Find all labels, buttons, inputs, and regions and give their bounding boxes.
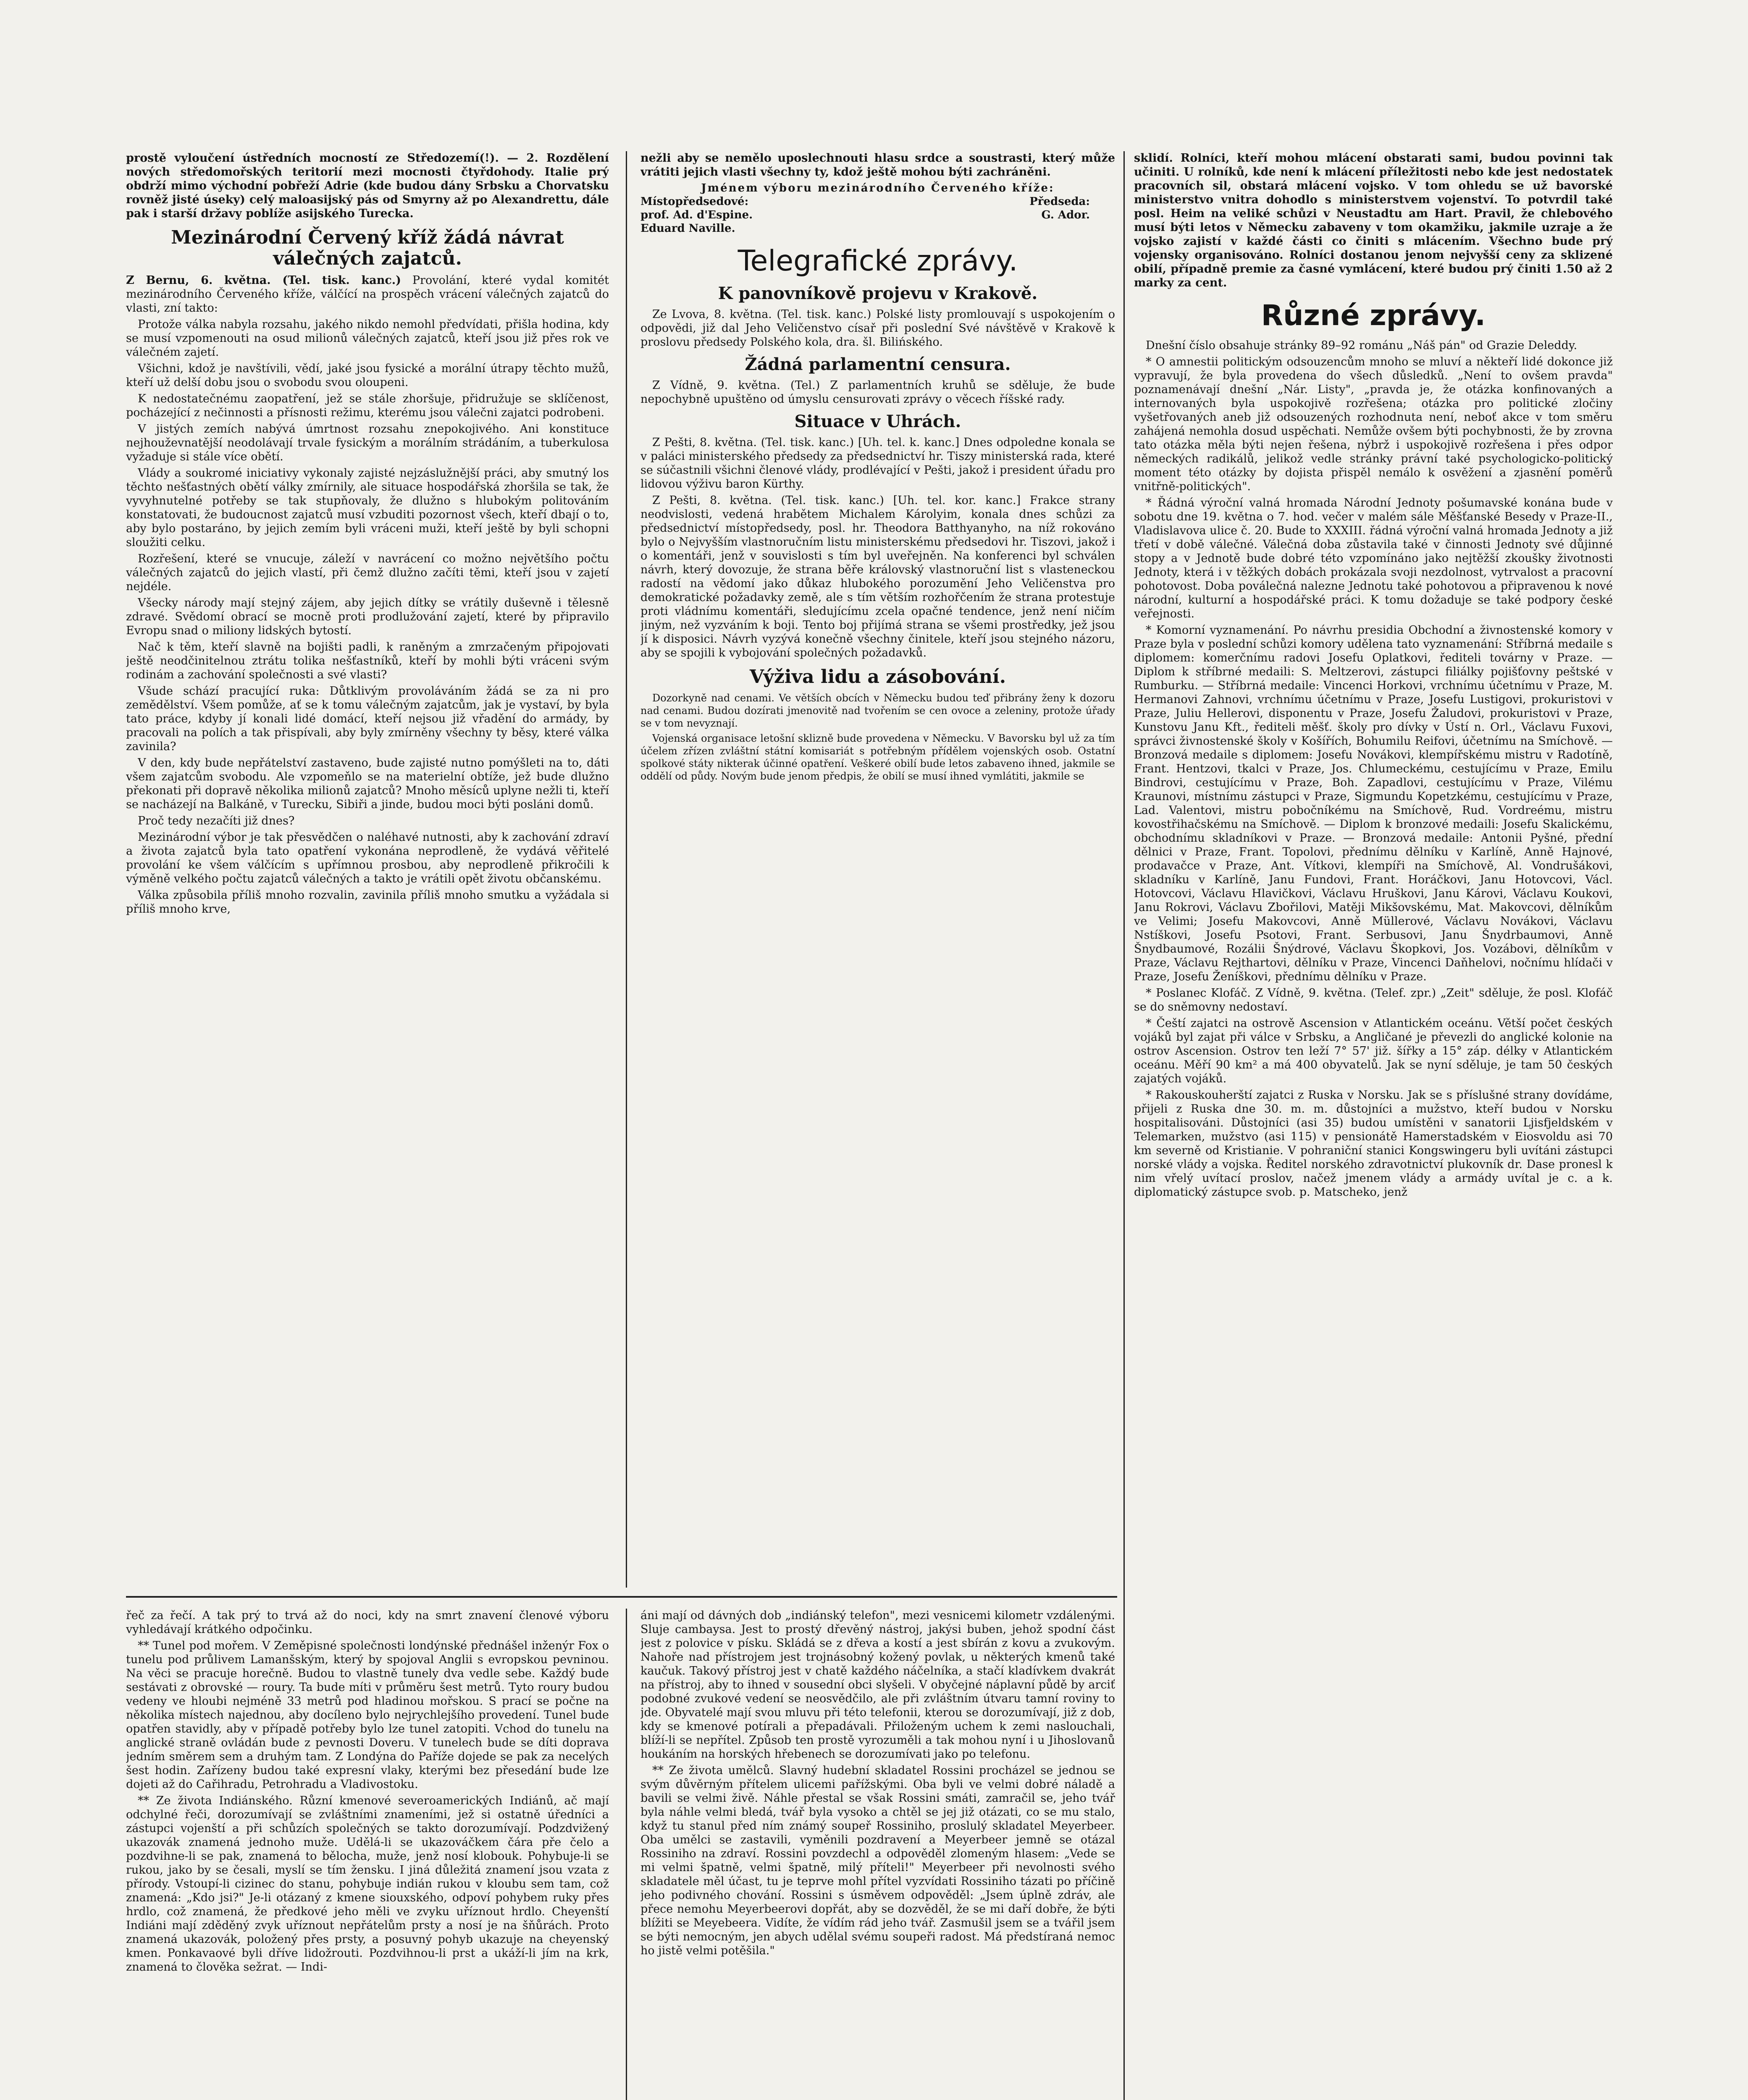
- paragraph: * Rakouskouherští zajatci z Ruska v Norsku. Jak se s příslušné strany dovídáme, přijeli z Ruska dne 30. m. m. důstojníci a mužstvo, kteří budou v Norsku hospitalisováni. Důstojníci (asi 35) budou umístěni v sanatorii Ljisfjeldském v Telemarken, mužstvo (asi 115) v pensionátě Hamerstadském v Eiosvoldu asi 70 km severně od Kristianie. V pohraniční stanici Kongswingeru byli uvítáni zástupci norské vlády a vojska. Ředitel norského zdravotnictví plukovník dr. Dase pronesl k nim vřelý uvítací proslov, načež jmenem vlády a armády uvítal je c. a k. diplomatický zástupce svob. p. Matscheko, jenž: [1134, 1089, 1613, 1199]
- newspaper-page: [126, 151, 1613, 2100]
- paragraph: Ze Lvova, 8. května. (Tel. tisk. kanc.) Polské listy promlouvají s uspokojením o odpovědi, již dal Jeho Veličenstvo císař při poslední Své návštěvě v Krakově k proslovu předsedy Polského kola, dra. šl. Bilińského.: [640, 308, 1115, 349]
- paragraph: Dozorkyně nad cenami. Ve větších obcích v Německu budou teď přibrány ženy k dozoru nad cenami. Budou dozírati jmenovitě nad tvořením se cen ovoce a zeleniny, protože úřady se v tom nevyznají.: [640, 692, 1115, 729]
- paragraph: Z Pešti, 8. května. (Tel. tisk. kanc.) [Uh. tel. kor. kanc.] Frakce strany neodvislosti, vedená hrabětem Michalem Károlyim, konala dnes schůzi za předsednictví místopředsedy, posl. hr. Theodora Batthyanyho, na níž rokováno bylo o Nejvyšším vlastnoručním listu ministerskému předsedovi hr. Tiszovi, jakož i o komentáři, jenž v souvislosti s tím byl uveřejněn. Na konferenci byl schválen návrh, který dovozuje, že strana běře královský vlastnoruční list s vlasteneckou radostí na vědomí jako důkaz hlubokého porozumění Jeho Veličenstva pro demokratické požadavky země, ale s tím větším rozhořčením že strana protestuje proti vládnímu komentáři, sledujícímu zcela opačné tendence, jenž není ničím jiným, než vyzváním k boji. Tento boj přijímá strana se všemi prostředky, jež jsou jí k disposici. Návrh vyzývá konečně všechny činitele, kteří jsou stejného názoru, aby se spojili k vybojování společných požadavků.: [640, 494, 1115, 659]
- signature-line: prof. Ad. d'Espine.: [640, 209, 753, 221]
- paragraph: Všecky národy mají stejný zájem, aby jejich dítky se vrátily duševně i tělesně zdravé. Svědomí obrací se mocně proti prodlužování zajetí, které by připravilo Evropu snad o miliony lidských bytostí.: [126, 596, 609, 637]
- paragraph: Všude schází pracující ruka: Důtklivým provoláváním žádá se za ni pro zemědělství. Všem pomůže, ať se k tomu válečným zajatcům, jak je vystaví, by byla tato práce, kdyby jí konali lidé domácí, kteří nejsou již vřadění do armády, by pracovali na polích a tak přispívali, aby byly zmírněny všechny ty běsy, které válka zavinila?: [126, 685, 609, 753]
- lower-column-2: [640, 1609, 1115, 2100]
- paragraph: ** Tunel pod mořem. V Zeměpisné společnosti londýnské přednášel inženýr Fox o tunelu pod průlivem Lamanšským, který by spojoval Anglii s evropskou pevninou. Na věci se pracuje horečně. Budou to vlastně tunely dva vedle sebe. Každý bude sestávati z obrovské — roury. Ta bude míti v průměru šest metrů. Tyto roury budou vedeny ve hloubi nejméně 33 metrů pod hladinou mořskou. S prací se počne na několika místech najednou, aby docíleno bylo nejrychlejšího provedení. Tunel bude opatřen stavidly, aby v případě potřeby bylo lze tunel zatopiti. Vchod do tunelu na anglické straně ovládán bude z pevnosti Doveru. V tunelech bude se díti doprava jedním směrem sem a druhým tam. Z Londýna do Paříže dojede se pak za necelých šest hodin. Zařízeny budou také expresní vlaky, kterými bez přesedání bude lze dojeti až do Cařihradu, Petrohradu a Vladivostoku.: [126, 1639, 609, 1791]
- column-rule: [626, 151, 627, 1588]
- paragraph: * Čeští zajatci na ostrově Ascension v Atlantickém oceánu. Větší počet českých vojáků byl zajat při válce v Srbsku, a Angličané je převezli do anglické kolonie na ostrov Ascension. Ostrov ten leží 7° 57' již. šířky a 15° záp. délky v Atlantickém oceánu. Měří 90 km² a má 400 obyvatelů. Jak se nyní sděluje, je tam 50 českých zajatých vojáků.: [1134, 1017, 1613, 1085]
- section-title-telegrams: Telegrafické zprávy.: [738, 244, 1018, 278]
- signature-line: Místopředsedové:: [640, 195, 749, 208]
- signature-line: G. Ador.: [1041, 209, 1090, 221]
- section-divider: [126, 1596, 1117, 1598]
- paragraph: Proč tedy nezačíti již dnes?: [138, 814, 295, 827]
- paragraph: * Komorní vyznamenání. Po návrhu presidia Obchodní a živnostenské komory v Praze byla v poslední schůzi komory udělena tato vyznamenání: Stříbrná medaile s diplomem: komerčnímu radovi Josefu Oplatkovi, řediteli továrny v Praze. — Diplom k stříbrné medaili: S. Meltzerovi, zástupci filiálky pojišťovny peštské v Rumburku. — Stříbrná medaile: Vincenci Horkovi, vrchnímu účetnímu v Praze, M. Hermanovi Zahnovi, vrchnímu účetnímu v Praze, Josefu Lustigovi, prokuristovi v Praze, Juliu Hellerovi, disponentu v Praze, Josefu Žaludovi, prokuristovi v Praze, Kunstovu Janu Kft., řediteli měšť. školy pro dívky v Ústí n. Orl., Václavu Fuxovi, správci živnostenské školy v Košířích, Bohumilu Reifovi, účetnímu na Smíchově. — Bronzová medaile s diplomem: Josefu Novákovi, klempířskému mistru v Radotíně, Frant. Hentzovi, tkalci v Praze, Jos. Chlumeckému, cestujícímu v Praze, Emilu Bindrovi, cestujícímu v Praze, Boh. Zapadlovi, cestujícímu v Praze, Vilému Kraunovi, místnímu zástupci v Praze, Sigmundu Kopetzkému, cestujícímu v Praze, Lad. Valentovi, mistru pobočníkému na Smíchově, Rud. Vordreému, mistru kovostřihačskému na Smíchově. — Diplom k bronzové medaili: Josefu Skalickému, obchodnímu skladníkovi v Praze. — Bronzová medaile: Antonii Pyšné, přední dělnici v Praze, Frant. Topolovi, přednímu dělníku v Karlíně, Anně Hajnové, prodavačce v Praze, Ant. Vítkovi, klempíři na Smíchově, Al. Vondrušákovi, skladníku v Karlíně, Janu Fundovi, Frant. Horáčkovi, Janu Hotovcovi, Václ. Hotovcovi, Václavu Hlavičkovi, Václavu Hruškovi, Janu Károvi, Václavu Koukovi, Janu Rokrovi, Václavu Zbořilovi, Matěji Mikšovskému, Mat. Makovcovi, dělníkům ve Velimi; Josefu Makovcovi, Anně Müllerové, Václavu Novákovi, Václavu Nstíškovi, Josefu Psotovi, Frant. Serbusovi, Janu Šnydrbaumovi, Anně Šnydbaumové, Rozálii Šnýdrové, Václavu Škopkovi, Jos. Vozábovi, dělníkům v Praze, Václavu Rejthartovi, dělníku v Praze, Vincenci Daňhelovi, nočnímu hlídači v Praze, Josefu Ženíškovi, přednímu dělníku v Praze.: [1134, 624, 1613, 983]
- headline-hungary: Situace v Uhrách.: [794, 412, 961, 431]
- paragraph: Dnešní číslo obsahuje stránky 89–92 románu „Náš pán" od Grazie Deleddy.: [1146, 339, 1577, 352]
- paragraph: Válka způsobila příliš mnoho rozvalin, zavinila příliš mnoho smutku a vyžádala si příliš mnoho krve,: [126, 889, 609, 916]
- paragraph: V jistých zemích nabývá úmrtnost rozsahu znepokojivého. Ani konstituce nejhouževnatější neodolávají trvale fysickým a morálním strádáním, a tuberkulosa vyžaduje si stále více obětí.: [126, 423, 609, 463]
- paragraph: Rozřešení, které se vnucuje, záleží v navrácení co možno největšího počtu válečných zajatců do jejich vlastí, při čemž dlužno začíti těmi, kteří jsou v zajetí nejdéle.: [126, 552, 609, 593]
- article-continuation: sklidí. Rolníci, kteří mohou mlácení obstarati sami, budou povinni tak učiniti. U rolníků, kde není k mlácení příležitosti nebo kde jest nedostatek pracovních sil, obstará mlácení vojsko. V tom ohledu se už bavorské ministerstvo vnitra dohodlo s ministerstvem vojenství. To potvrdil také posl. Heim na veliké schůzi v Neustadtu am Hart. Pravil, že chlebového musí býti letos v Německu zabaveny v tom okamžiku, jakmile uzraje a že vojsko zajistí v každé části co činiti s mlácením. Všechno bude prý vojensky organisováno. Rolníci dostanou jenom nejvyšší ceny za sklizené obilí, případně premie za časné vymlácení, které budou prý činiti 1.50 až 2 marky za cent.: [1134, 152, 1613, 289]
- lower-column-1: [126, 1609, 609, 2100]
- headline-red-cross: Mezinárodní Červený kříž žádá návrat válečných zajatců.: [171, 227, 564, 269]
- headline-krakow: K panovníkově projevu v Krakově.: [718, 284, 1038, 303]
- paragraph: K nedostatečnému zaopatření, jež se stále zhoršuje, přidružuje se sklíčenost, pocházející z nečinnosti a přísnosti režimu, kterému jsou válečni zajatci podrobeni.: [126, 392, 609, 419]
- column-rule: [626, 1609, 627, 2100]
- signature-line: Eduard Naville.: [640, 222, 735, 235]
- paragraph: Protože válka nabyla rozsahu, jakého nikdo nemohl předvídati, přišla hodina, kdy se musí vzpomenouti na osud milionů válečných zajatců, kteří jsou již přes rok ve válečném zajetí.: [126, 318, 609, 359]
- signature-line: Předseda:: [1029, 195, 1090, 208]
- signature-heading: Jménem výboru mezinárodního Červeného kříže:: [701, 182, 1055, 194]
- paragraph: Všichni, kdož je navštívili, vědí, jaké jsou fysické a morální útrapy těchto mužů, kteří už delší dobu jsou o svobodu svou oloupeni.: [126, 362, 609, 389]
- paragraph: Mezinárodní výbor je tak přesvědčen o naléhavé nutnosti, aby k zachování zdraví a života zajatců byla tato opatření vykonána neprodleně, že vydává věřitelé provolání ke všem válčícím s upřímnou prosbou, aby neprodleně přikročili k výměně velkého počtu zajatců válečných a takto je vrátili opět životu občanskému.: [126, 831, 609, 885]
- paragraph: Vlády a soukromé iniciativy vykonaly zajisté nejzáslužnější práci, aby smutný los těchto nešťastných obětí války zmírnily, ale situace hospodářská zhoršila se tak, že vyvyhnutelné potřeby se tak stupňovaly, že dlužno s hlubokým politováním konstatovati, že budoucnost zajatců musí vzbuditi pozornost všech, kteří dbají o to, aby bylo postaráno, by jejich zemím byli vráceni muži, kteří ještě by byli schopni sloužiti celku.: [126, 467, 609, 549]
- paragraph: ** Ze života Indiánského. Různí kmenové severoamerických Indiánů, ač mají odchylné řeči, dorozumívají se zvláštními znameními, jež si ostatně úředníci a zástupci vojenští a při schůzích společných se takto dorozumívají. Podzdvižený ukazovák znamená jednoho muže. Udělá-li se ukazováčkem čára pře čelo a pozdvihne-li se pak, znamená to bělocha, muže, jenž nosí klobouk. Pohybuje-li se rukou, jako by se česali, myslí se tím žensku. I jiná důležitá znamení jsou vzata z přírody. Vstoupí-li cizinec do stanu, pohybuje indián rukou v kloubu sem tam, což znamená: „Kdo jsi?" Je-li otázaný z kmene siouxského, odpoví pohybem ruky přes hrdlo, což znamená, že předkové jeho měli ve zvyku uříznout hrdlo. Cheyenští Indiáni mají zděděný zvyk uříznout nepřátelům prsty a nosí je na šňůrách. Proto znamená ukazovák, položený přes prsty, a posuvný pohyb ukazuje na cheyenský kmen. Ponkavaové byli dříve lidožrouti. Pozdvihnou-li prst a ukáží-li jím na krk, znamená to člověka sežrat. — Indi-: [126, 1794, 609, 1974]
- article-intro: Provolání, které vydal komitét mezinárodního Červeného kříže, válčící na prospěch vrácení válečných zajatců do vlasti, zní takto:: [126, 274, 609, 315]
- section-title-various-news: Různé zprávy.: [1261, 299, 1486, 332]
- paragraph: * Poslanec Klofáč. Z Vídně, 9. května. (Telef. zpr.) „Zeit" sděluje, že posl. Klofáč se do sněmovny nedostaví.: [1134, 987, 1613, 1013]
- paragraph: * Řádná výroční valná hromada Národní Jednoty pošumavské konána bude v sobotu dne 19. května o 7. hod. večer v malém sále Měšťanské Besedy v Praze-II., Vladislavova ulice č. 20. Bude to XXXIII. řádná výroční valná hromada Jednoty a již třetí v době válečné. Válečná doba zůstavila také v činnosti Jednoty své důjinné stopy a v Jednotě bude dobré této vzpomínáno jako nejtěžší zkoušky životnosti Jednoty, která i v těžkých dobách prokázala svoji nezdolnost, vytrvalost a pracovní pohotovost. Doba poválečná nalezne Jednotu také pohotovou a připravenou k nové národní, kulturní a hospodářské práci. K tomu dožaduje se také podpory české veřejnosti.: [1134, 496, 1613, 620]
- column-3: [1134, 151, 1613, 2100]
- article-continuation: prostě vyloučení ústředních mocností ze Středozemí(!). — 2. Rozdělení nových středomořských teritorií mezi mocnosti čtyřdohody. Italie prý obdrží mimo východní pobřeží Adrie (kde budou dány Srbsku a Chorvatsku rovněž jisté úseky) celý maloasijský pás od Smyrny až po Alexandrettu, dále pak i starší državy poblíže asijského Turecka.: [126, 152, 609, 220]
- paragraph: * O amnestii politickým odsouzencům mnoho se mluví a někteří lidé dokonce již vypravují, že byla provedena do všech důsledků. „Není to ovšem pravda" poznamenávají dnešní „Nár. Listy", „pravda je, že otázka konfinovaných a internovaných byla uspokojivě rozřešena; otázka pro politické zločiny vyšetřovaných aneb již odsouzených rozhodnuta není, neboť akce v tom směru zahájená nemohla dosud uspěchati. Nemůže ovšem býti pochybnosti, že by zrovna tato otázka měla býti nejen řešena, nýbrž i uspokojivě rozřešena i přes odpor německých radikálů, jelikož vedle stránky právní také psychologicko-politický moment této otázky by dojista přispěl nemálo k osvěžení a zjasnění poměrů vnitřně-politických".: [1134, 355, 1613, 493]
- headline-food: Výživa lidu a zásobování.: [749, 666, 1006, 688]
- paragraph: V den, kdy bude nepřátelství zastaveno, bude zajisté nutno pomýšleti na to, dáti všem zajatcům svobodu. Ale vzpomeňlo se na materielní obtíže, jež bude dlužno překonati při dopravě několika milionů zajatců? Mnoho měsíců uplyne nežli ti, kteří se nacházejí na Balkáně, v Turecku, Sibiři a jinde, budou moci býti posláni domů.: [126, 756, 609, 811]
- paragraph: ** Ze života umělců. Slavný hudební skladatel Rossini procházel se jednou se svým důvěrným přítelem ulicemi pařížskými. Oba byli ve velmi dobré náladě a bavili se velmi živě. Náhle přestal se však Rossini smáti, zamračil se, jeho tvář byla náhle velmi bledá, tvář byla vysoko a chtěl se jej již otázati, co se mu stalo, když tu stanul před ním známý soupeř Rossiniho, proslulý skladatel Meyerbeer. Oba umělci se zastavili, vyměnili pozdravení a Meyerbeer jemně se otázal Rossiniho na zdraví. Rossini povzdechl a odpověděl zlomeným hlasem: „Vede se mi velmi špatně, velmi špatně, milý příteli!" Meyerbeer při nevolnosti svého skladatele měl účast, tu je teprve mohl přítel vyzvídati Rossiniho tázati po příčině jeho podivného chování. Rossini s úsměvem odpověděl: „Jsem úplně zdráv, ale přece nemohu Meyerbeerovi dopřát, aby se dozvěděl, že se mi daří dobře, že býti blížiti se Meyebeera. Vidíte, že vídím rád jeho tvář. Zasmušil jsem se a tvářil jsem se býti nemocným, jen abych udělal svému soupeři radost. Má předstíraná nemoc ho jistě velmi potěšila.": [640, 1764, 1115, 1957]
- column-2: [640, 151, 1115, 1588]
- column-1: [126, 151, 609, 1588]
- paragraph: řeč za řečí. A tak prý to trvá až do noci, kdy na smrt znavení členové výboru vyhledávají krátkého odpočinku.: [126, 1609, 609, 1636]
- article-continuation: nežli aby se nemělo uposlechnouti hlasu srdce a soustrasti, který může vrátiti jejich vlasti všechny ty, kdož ještě mohou býti zachráněni.: [640, 152, 1115, 178]
- paragraph: Z Pešti, 8. května. (Tel. tisk. kanc.) [Uh. tel. k. kanc.] Dnes odpoledne konala se v paláci ministerského předsedy za předsednictví hr. Tiszy ministerská rada, které se súčastnili všichni členové vlády, prodlévající v Pešti, jakož i president úřadu pro lidovou výživu baron Kürthy.: [640, 436, 1115, 491]
- paragraph: Vojenská organisace letošní sklizně bude provedena v Německu. V Bavorsku byl už za tím účelem zřízen zvláštní státní komisariát s potřebným přídělem vojenských osob. Ostatní spolkové státy nikterak účinné opatření. Veškeré obilí bude letos zabaveno ihned, jakmile se oddělí od půdy. Novým bude jenom předpis, že obilí se musí ihned vymlátiti, jakmile se: [640, 732, 1115, 782]
- signature-block: [640, 195, 1115, 235]
- paragraph: Nač k těm, kteří slavně na bojišti padli, k raněným a zmrzačeným připojovati ještě neodčinitelnou ztrátu tolika nešťastníků, kteří by mohli býti vráceni svým rodinám a zachování společnosti a své vlasti?: [126, 640, 609, 681]
- paragraph: Z Vídně, 9. května. (Tel.) Z parlamentních kruhů se sděluje, že bude nepochybně upuštěno od úmyslu censurovati zprávy o věcech říšské rady.: [640, 379, 1115, 406]
- dateline: Z Bernu, 6. května. (Tel. tisk. kanc.): [126, 274, 401, 287]
- paragraph: áni mají od dávných dob „indiánský telefon", mezi vesnicemi kilometr vzdálenými. Sluje cambaysa. Jest to prostý dřevěný nástroj, jakýsi buben, jehož spodní část jest z polovice v písku. Skládá se z dřeva a kostí a jest sbírán z kovu a zvukovým. Nahoře nad přístrojem jest trojnásobný kožený povlak, u některých kmenů také kaučuk. Takový přístroj jest v chatě každého náčelníka, a stačí kladívkem dvakrát na přístroj, aby to ihned v sousední obci slyšeli. V obyčejné náplavní půdě by arciť podobné zvukové vedení se neosvědčilo, ale při zvláštním útvaru tamní roviny to jde. Obyvatelé mají svou mluvu při této telefonii, kterou se dorozumívají, již z dob, kdy se kmenové potírali a přepadávali. Přiloženým uchem k zemi naslouchali, blíží-li se nepřítel. Způsob ten prostě vyrozuměli a tak mohou nyní i u Jihoslovanů houkáním na horských hřebenech se dorozumívati jako po telefonu.: [640, 1609, 1115, 1761]
- headline-censure: Žádná parlamentní censura.: [745, 354, 1011, 374]
- column-rule: [1123, 151, 1125, 2100]
